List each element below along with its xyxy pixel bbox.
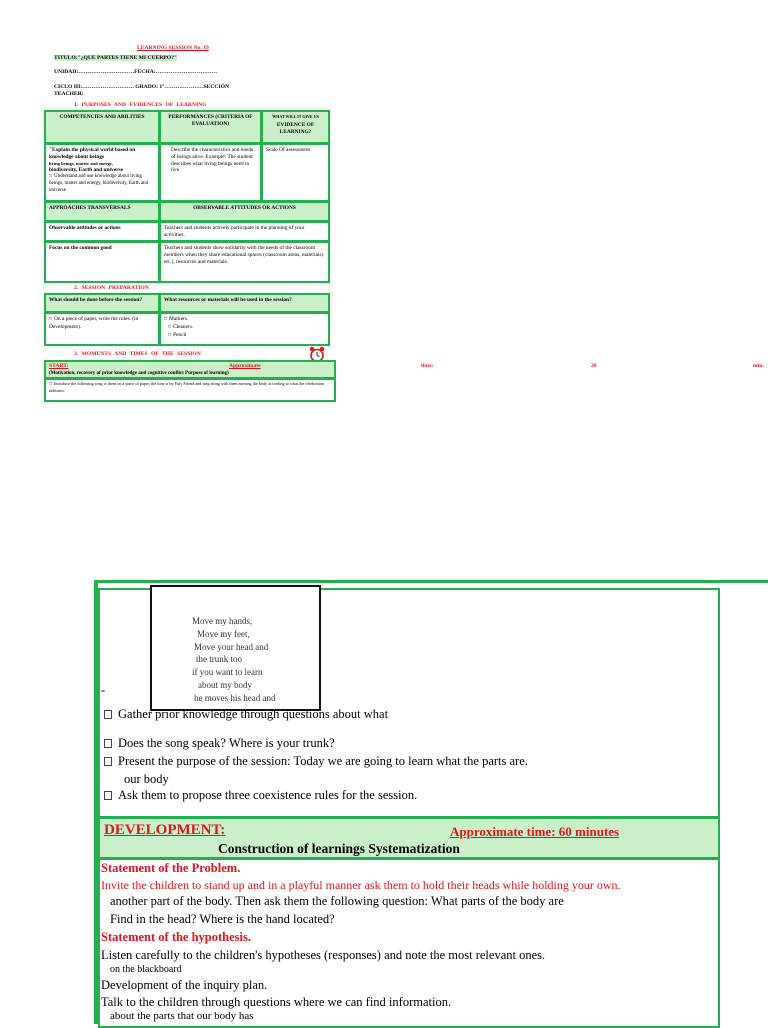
hypothesis-title: Statement of the hypothesis. — [101, 930, 251, 944]
row2-text-cell — [159, 241, 330, 283]
prep-q2: What resources or materials will be used in the session? — [164, 297, 292, 303]
material-item: □ Cleaners. — [164, 324, 325, 332]
construction-title: Construction of learnings Systematization — [218, 841, 460, 856]
unidad-line: UNIDAD:…………………………FECHA:…………………………… — [54, 69, 218, 75]
development-label: DEVELOPMENT: — [104, 822, 226, 838]
checkbox-icon — [104, 739, 112, 748]
bullet-item — [104, 787, 417, 803]
performance-text: Describe the characteristics and needs of beings alive. Example: The student describes what living beings need to live — [171, 147, 254, 174]
ciclo-line: CICLO III:………………………. GRADO: 1°…………………SECCIÓN — [54, 84, 230, 90]
col-competencies-label: COMPETENCIES AND ABILITIES — [59, 114, 145, 120]
checkbox-icon — [104, 757, 112, 766]
col-competencies-header — [44, 110, 160, 144]
time-label: time: — [421, 363, 434, 369]
approaches-header — [44, 201, 160, 222]
row1-text: Teachers and students actively participate in the planning of your activities. — [164, 225, 305, 238]
section1-heading: 1. PURPOSES AND EVIDENCES OF LEARNING — [74, 102, 207, 108]
row2-text: Teachers and students show solidarity with the needs of the classroom members when they share educational spaces (classroom areas, materials) etc.), resources and materials. — [164, 245, 324, 265]
session-title: LEARNING SESSION No. 19 — [137, 45, 209, 51]
prep-a2-cell — [159, 312, 330, 346]
hypothesis-text: Listen carefully to the children's hypotheses (responses) and note the most relevant ones. — [101, 948, 546, 962]
talk-text-cont: about the parts that our body has — [110, 1010, 254, 1022]
competency-main: "Explain the physical world based on knowledge about beings — [49, 147, 136, 160]
song-line: Move my hands, — [192, 616, 253, 626]
song-box — [150, 585, 321, 711]
bullet-text: Present the purpose of the session: Today we are going to learn what the parts are. — [118, 754, 528, 768]
attitudes-label: OBSERVABLE ATTITUDES OR ACTIONS — [193, 205, 296, 211]
intro-text: □ Introduce the following song to them on a piece of paper, the tone is by Yuly Friend and sing along with them moving the body according to what the celebration indicates. — [49, 381, 324, 393]
col-evidence-label: EVIDENCE OF LEARNING? — [276, 122, 315, 135]
material-item: □ Pencil — [164, 332, 325, 340]
bullet-text: Ask them to propose three coexistence rules for the session. — [118, 788, 418, 802]
hypothesis-text-cont: on the blackboard — [110, 964, 182, 975]
bullet-continuation: our body — [124, 772, 169, 786]
bullet-item — [104, 735, 335, 751]
development-time: Approximate time: 60 minutes — [450, 824, 620, 839]
problem-text-cont: Find in the head? Where is the hand located? — [110, 912, 335, 926]
talk-text: Talk to the children through questions where we can find information. — [101, 995, 452, 1009]
time-unit: min. — [753, 363, 764, 369]
motivation-text: (Motivation, recovery of prior knowledge and cognitive conflict Purpose of learning) — [49, 371, 229, 376]
start-label: START: — [49, 363, 69, 369]
col-evidence-small: WHAT WILL IT GIVE US — [272, 114, 319, 119]
section3-heading: 3. MOMENTS AND TIMES OF THE SESSION — [74, 351, 201, 357]
evidence-cell — [261, 143, 330, 202]
attitudes-header — [159, 201, 330, 222]
song-line: the trunk too — [196, 654, 242, 665]
row1-text-cell — [159, 221, 330, 242]
checkbox-icon — [104, 710, 112, 719]
song-line: Move your head and — [194, 641, 269, 652]
problem-text: Invite the children to stand up and in a playful manner ask them to hold their heads while holding your own. — [101, 878, 621, 892]
bullet-text: Gather prior knowledge through questions about what — [118, 707, 389, 721]
problem-text-cont: another part of the body. Then ask them the following question: What parts of the body are — [110, 894, 564, 908]
development-box — [98, 817, 720, 859]
checkbox-icon — [104, 791, 112, 800]
intro-box — [44, 378, 336, 402]
section2-heading: 2. SESSION PREPARATION — [74, 285, 149, 291]
bullet-item — [104, 706, 388, 722]
approx-label: Approximate — [229, 363, 261, 369]
competency-bullet: □ Understand and use knowledge about living beings, matter and energy, biodiversity, Earth and universe — [49, 174, 155, 194]
col-performances-label: PERFORMANCES (CRITERIA OF EVALUATION) — [168, 114, 253, 127]
titulo — [54, 55, 177, 62]
performance-cell — [159, 143, 262, 202]
time-value: 20 — [591, 363, 597, 369]
dash-mark: - — [101, 683, 106, 697]
prep-q2-cell — [159, 293, 330, 313]
row1-label-cell — [44, 221, 160, 242]
evidence-text: Scale Of assessment — [266, 147, 311, 153]
inquiry-text: Development of the inquiry plan. — [101, 978, 268, 992]
start-box — [44, 360, 336, 379]
prep-q1: What should be done before the session? — [49, 297, 143, 303]
teacher-line: TEACHER: — [54, 91, 84, 97]
problem-title: Statement of the Problem. — [101, 861, 241, 875]
song-line: Move my feet, — [197, 628, 250, 639]
song-line: about my body — [198, 679, 252, 690]
prep-a1-cell — [44, 312, 160, 346]
row1-label: Observable attitudes or actions — [49, 225, 121, 231]
bullet-item — [104, 753, 528, 769]
col-performances-header — [159, 110, 262, 144]
titulo-text: TITULO:"¿QUE PARTES TIENE MI CUERPO?" — [54, 55, 177, 61]
prep-a1: □ On a piece of paper, write the rules. (in Development). — [49, 316, 138, 330]
competency-main-2: biodiversity, Earth and universe — [49, 167, 123, 174]
competency-cell — [44, 143, 160, 202]
song-line: if you want to learn — [192, 667, 263, 678]
row2-label-cell — [44, 241, 160, 283]
bullet-text: Does the song speak? Where is your trunk? — [118, 736, 335, 750]
col-evidence-header — [261, 110, 330, 144]
song-line: he moves his head and — [194, 692, 276, 703]
material-item: □ Markers. — [164, 316, 325, 324]
prep-q1-cell — [44, 293, 160, 313]
approaches-label: APPROACHES TRANSVERSALS — [49, 205, 131, 211]
row2-label: Focus on the common good — [49, 245, 112, 251]
competency-sub: living beings, matter and energy, — [49, 160, 113, 166]
